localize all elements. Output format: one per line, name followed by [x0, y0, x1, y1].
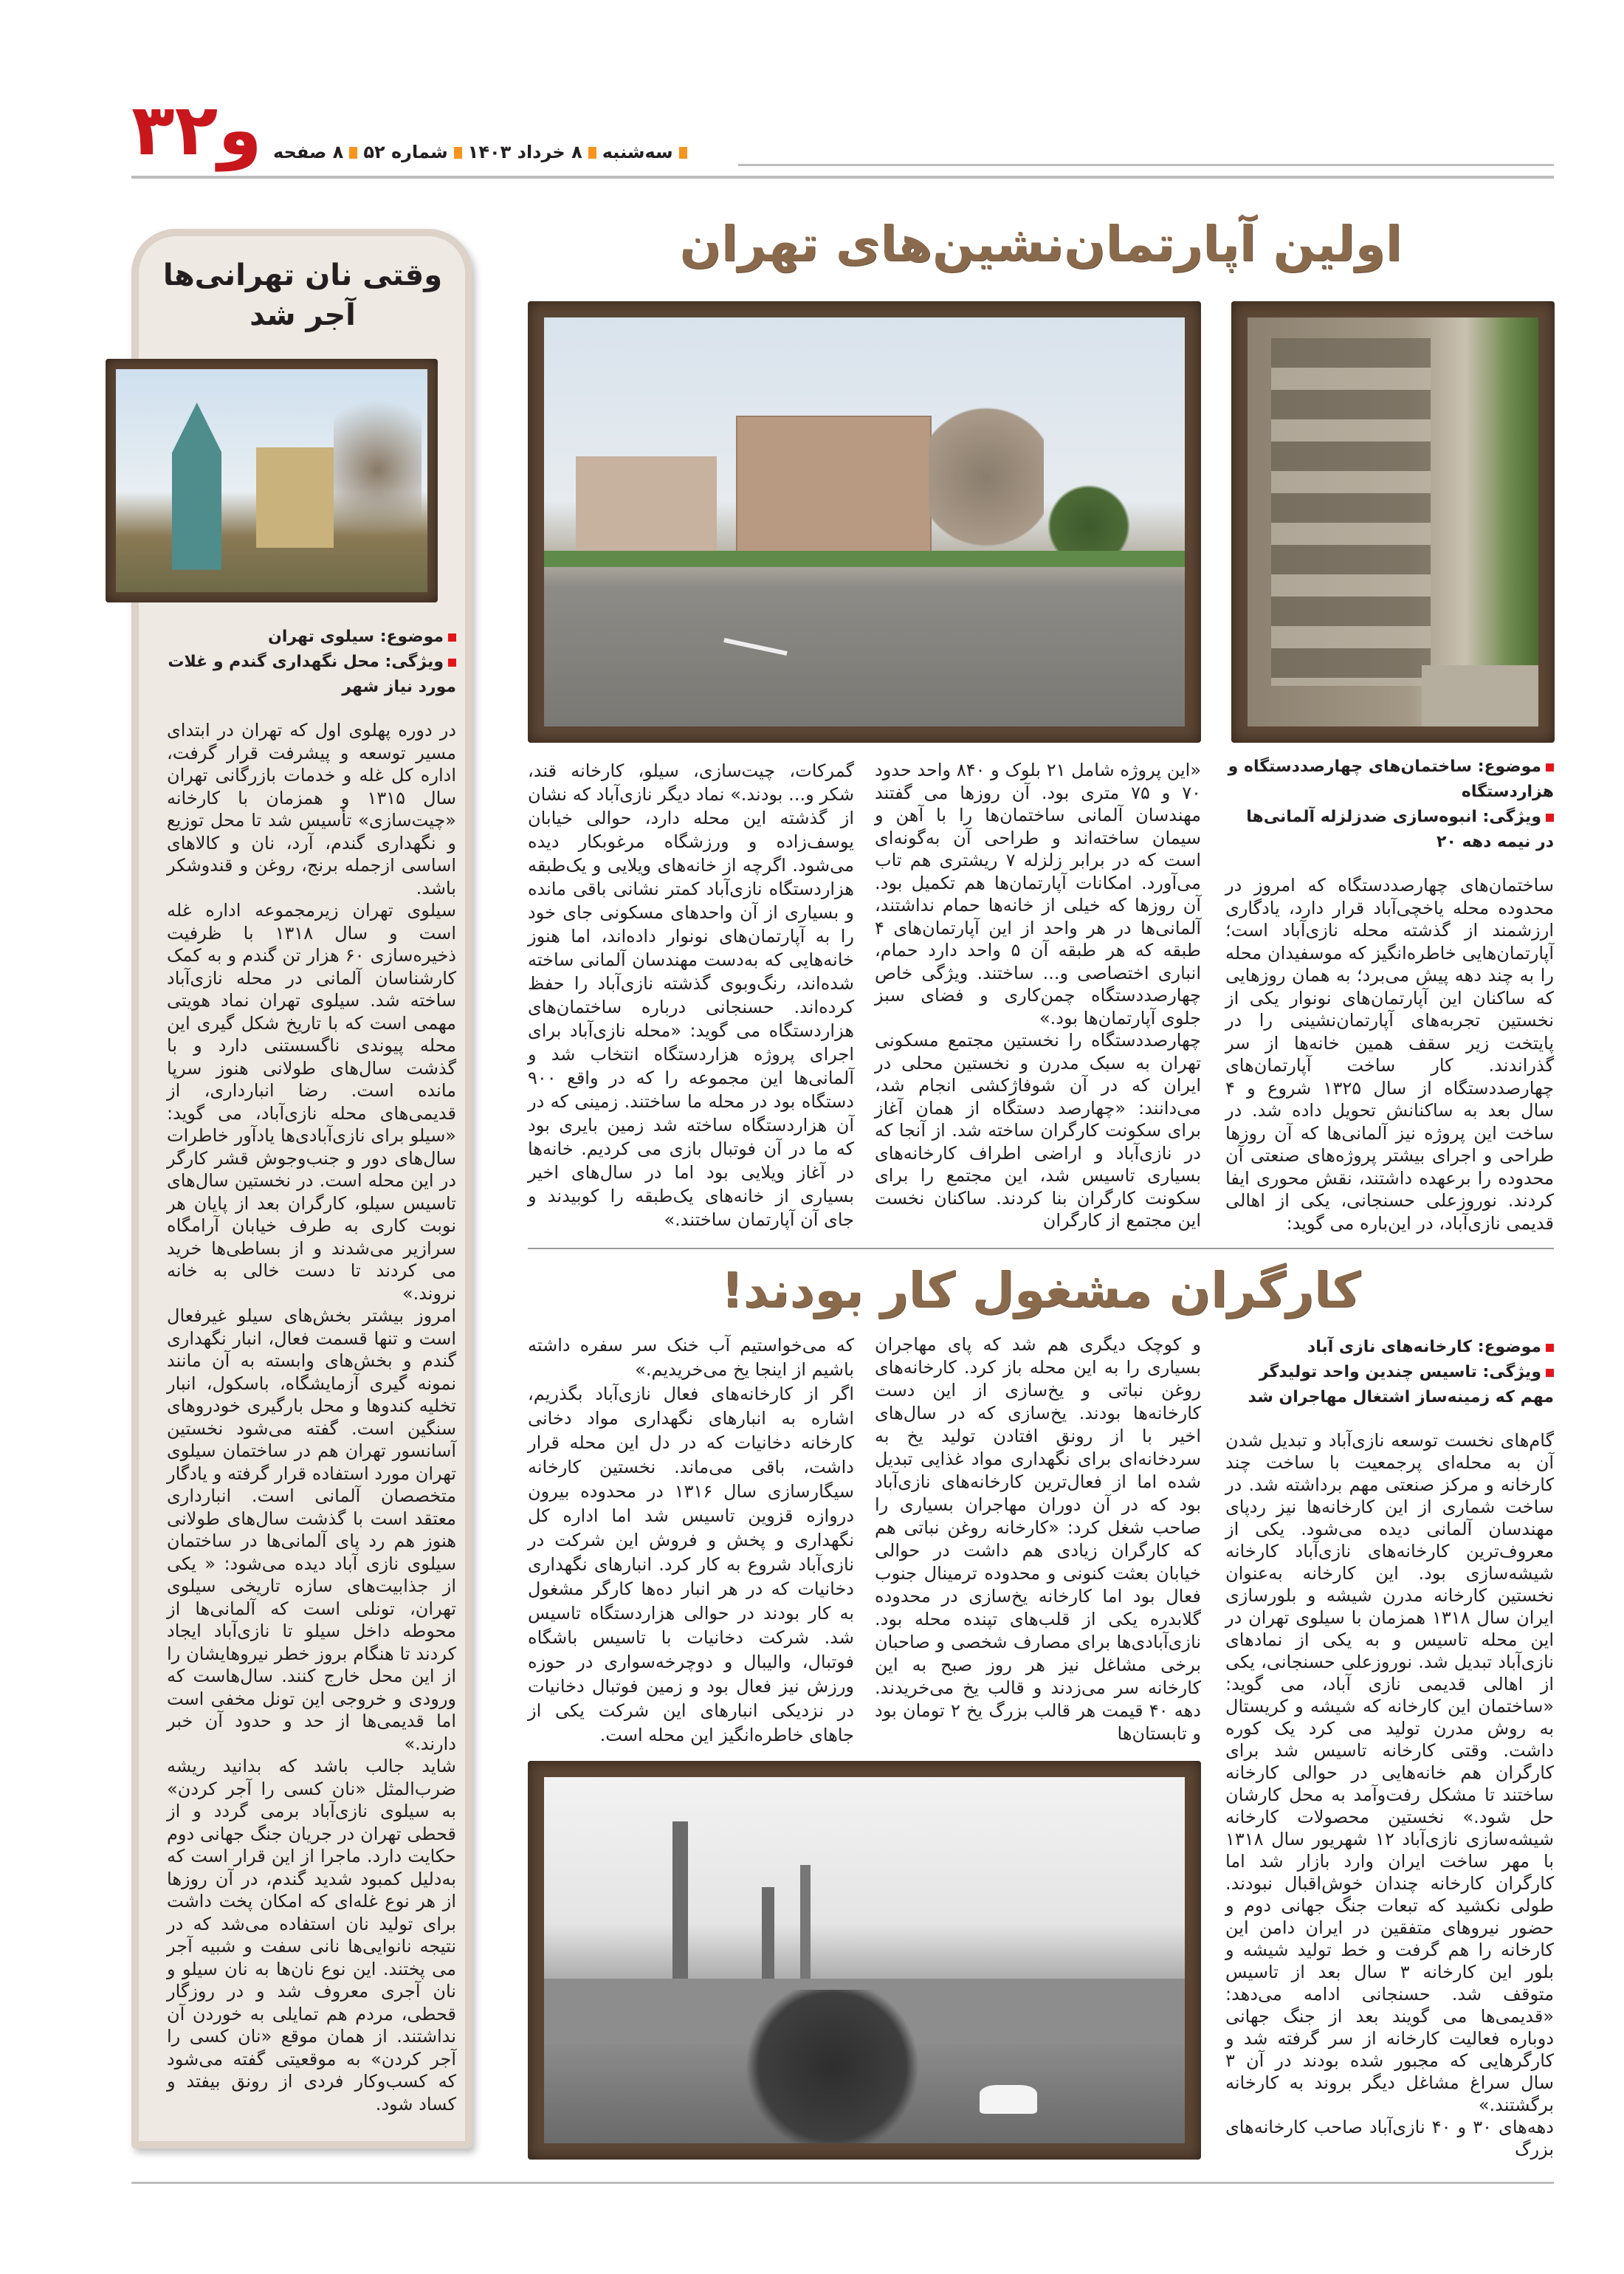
balconies: [1271, 338, 1431, 686]
footer-rule: [131, 2182, 1554, 2184]
paragraph: اگر از کارخانه‌های فعال نازی‌آباد بگذریم، اشاره به انبارهای نگهداری مواد دخانی کارخانه دخانیات که در دل این محله قرار داشت، باقی می‌ماند. نخستین کارخانه سیگارسازی سال ۱۳۱۶ در محدوده بیرون دروازه قزوین تاسیس شد اما اداره کل نگهداری و پخش و فروش این شرکت در نازی‌آباد شروع به کار کرد. انبارهای نگهداری دخانیات که در هر انبار ده‌ها کارگر مشغول به کار بودند در حوالی هزاردستگاه تاسیس شد. شرکت دخانیات با تاسیس باشگاه فوتبال، والیبال و دوچرخه‌سواری در حوزه ورزش نیز فعال بود و زمین فوتبال دخانیات در نزدیکی انبارهای این شرکت یکی از جاهای خاطره‌انگیز این محله است.: [528, 1384, 855, 1745]
article2-column-3: [528, 1333, 854, 1748]
paragraph: و کوچک دیگری هم شد که پای مهاجران بسیاری را به این محله باز کرد. کارخانه‌های روغن نباتی و یخ‌سازی از این دست کارخانه‌ها بودند. یخ‌سازی که در سال‌های اخیر با از رونق افتادن تولید یخ به سردخانه‌ای برای نگهداری مواد غذایی تبدیل شده اما از فعال‌ترین کارخانه‌های نازی‌آباد بود که در آن دوران مهاجران بسیاری را صاحب شغل کرد: «کارخانه روغن نباتی هم که کارگران زیادی هم داشت در حوالی خیابان بعثت کنونی و محدوده ترمینال جنوب فعال بود اما کارخانه یخ‌سازی در محدوده گلابدره یکی از قلب‌های تپنده محله بود. نازی‌آبادی‌ها برای مصارف شخصی و صاحبان برخی مشاغل نیز هر روز صبح به این کارخانه سر می‌زدند و قالب یخ می‌خریدند. دهه ۴۰ قیمت هر قالب بزرگ یخ ۲ تومان بود و تابستان‌ها: [875, 1334, 1201, 1744]
paragraph: امروز بیشتر بخش‌های سیلو غیرفعال است و تنها قسمت فعال، انبار نگهداری گندم و بخش‌های وابسته به آن مانند نمونه گیری آزمایشگاه، باسکول، انبار تخلیه کندوها و محل بارگیری خودروهای سنگین است. گفته می‌شود نخستین آسانسور تهران هم در ساختمان سیلوی تهران مورد استفاده قرار گرفته و یادگار متخصصان آلمانی است. انبارداری معتقد است با گذشت سال‌های طولانی هنوز هم رد پای آلمانی‌ها در ساختمان سیلوی نازی آباد دیده می‌شود: « یکی از جذابیت‌های سازه تاریخی سیلوی تهران، تونلی است که آلمانی‌ها از محوطه داخل سیلو تا نازی‌آباد ایجاد کردند تا هنگام بروز خطر نیروهایشان را از این محل خارج کنند. سال‌هاست که ورودی و خروجی این تونل مخفی است اما قدیمی‌ها از حد و حدود آن خبر دارند.»: [167, 1305, 456, 1754]
red-bullet-icon: [1546, 1369, 1554, 1377]
old-building-photo: [1231, 301, 1555, 743]
sidebar-title: وقتی نان تهرانی‌ها آجر شد: [162, 258, 443, 332]
article1-column-3: [528, 759, 854, 1232]
tree: [334, 380, 421, 559]
tree: [736, 1990, 928, 2143]
article2-meta: [1225, 1335, 1554, 1410]
sidebar-content: [167, 625, 456, 2115]
factory-photo: [528, 1761, 1201, 2160]
paragraph: گمرکات، چیت‌سازی، سیلو، کارخانه قند، شکر و... بودند.» نماد دیگر نازی‌آباد که نشان از گذشته این محله دارد، حوالی خیابان یوسف‌زاده و ورزشگاه مرغوبکار دیده می‌شود. اگرچه از خانه‌های ویلایی و یک‌طبقه هزاردستگاه نازی‌آباد کمتر نشانی باقی مانده و بسیاری از آن واحدهای مسکونی جای خود را به آپارتمان‌های نونوار داده‌اند، اما هنوز خانه‌هایی که به‌دست مهندسان آلمانی ساخته شده‌اند، رنگ‌وبوی گذشته نازی‌آباد را حفظ کرده‌اند. حسنجانی درباره ساختمان‌های هزاردستگاه می گوید: «محله نازی‌آباد برای اجرای پروژه هزاردستگاه انتخاب شد و آلمانی‌ها این مجموعه را که در واقع ۹۰۰ دستگاه بود در محله ما ساختند. زمینی که در آن هزاردستگاه ساخته شد زمین بایری بود که ما در آن فوتبال بازی می کردیم. خانه‌ها در آغاز ویلایی بود اما در سال‌های اخیر بسیاری از خانه‌های یک‌طبقه را کوبیدند و جای آن آپارتمان ساختند.»: [528, 760, 854, 1230]
header-rule-short: [738, 164, 1554, 166]
paragraph: ساختمان‌های چهارصددستگاه که امروز در محدوده محله یاخچی‌آباد قرار دارد، یادگاری ارزشمند از گذشته محله نازی‌آباد است؛ آپارتمان‌هایی خاطره‌انگیز که موسفیدان محله را به چند دهه پیش می‌برد؛ به همان روزهایی که ساکنان این آپارتمان‌های نونوار یکی از نخستین تجربه‌های آپارتمان‌نشینی را در پایتخت زیر سقف همین خانه‌ها از سر گذراندند. کار ساخت آپارتمان‌های چهارصددستگاه از سال ۱۳۲۵ شروع و ۴ سال بعد به ساکنانش تحویل داده شد. در ساخت این پروژه نیز آلمانی‌ها که آن روزها طراحی و اجرای بیشتر پروژه‌های صنعتی آن محدوده را برعهده داشتند، نقش محوری ایفا کردند. نوروزعلی حسنجانی، یکی از اهالی قدیمی نازی‌آباد، در این‌باره می گوید:: [1225, 875, 1554, 1234]
apartment-building: [576, 456, 717, 554]
sidebar-body: [167, 719, 456, 2115]
orange-marker-icon: [679, 147, 687, 159]
issue-number: شماره ۵۲: [363, 142, 448, 162]
page-number: ۳و۲: [131, 89, 262, 171]
orange-marker-icon: [588, 147, 596, 159]
article2-subject: موضوع: کارخانه‌های نازی آباد: [1225, 1335, 1554, 1360]
red-bullet-icon: [448, 659, 456, 667]
road-marking: [723, 638, 787, 655]
sidebar-feature: ویژگی: محل نگهداری گندم و غلات مورد نیاز شهر: [168, 653, 456, 696]
red-bullet-icon: [1546, 814, 1554, 822]
street-photo: [528, 301, 1201, 743]
silo-photo: [106, 359, 438, 602]
car: [980, 2085, 1037, 2115]
article2-headline: کارگران مشغول کار بودند!: [720, 1262, 1361, 1319]
chimney: [672, 1821, 689, 2005]
paragraph: دهه‌های ۳۰ و ۴۰ نازی‌آباد صاحب کارخانه‌های بزرگ: [1225, 2117, 1554, 2160]
orange-marker-icon: [454, 147, 462, 159]
issue-date: ۸ خرداد ۱۴۰۳: [467, 142, 582, 162]
article1-column-1: [1225, 874, 1554, 1234]
apartment-building: [736, 416, 931, 557]
median-grass: [544, 551, 1185, 567]
windmill-tower: [172, 402, 222, 570]
article1-column-1-block: [1225, 755, 1554, 1234]
red-bullet-icon: [448, 633, 456, 642]
article2-column-2: [875, 1333, 1201, 1745]
header-rule: [131, 176, 1554, 179]
article1-headline: اولین آپارتمان‌نشین‌های تهران: [679, 216, 1403, 272]
red-bullet-icon: [1546, 763, 1554, 772]
article1-subject: موضوع: ساختمان‌های چهارصددستگاه و هزاردستگاه: [1228, 758, 1554, 801]
paragraph: گام‌های نخست توسعه نازی‌آباد و تبدیل شدن آن به محله‌ای پرجمعیت با ساخت چند کارخانه و مرکز صنعتی مهم برداشته شد. در ساخت شماری از این کارخانه‌ها نیز ردپای مهندسان آلمانی دیده می‌شود. یکی از معروف‌ترین کارخانه‌های نازی‌آباد کارخانه شیشه‌سازی بود. این کارخانه به‌عنوان نخستین کارخانه مدرن شیشه و بلورسازی ایران سال ۱۳۱۸ همزمان با سیلوی تهران در این محله تاسیس و به یکی از نمادهای نازی‌آباد تبدیل شد. نوروزعلی حسنجانی، یکی از اهالی قدیمی نازی آباد، می گوید: «ساختمان این کارخانه که شیشه و کریستال به روش مدرن تولید می کرد یک کوره داشت. وقتی کارخانه تاسیس شد برای کارگران هم خانه‌هایی در حوالی کارخانه ساختند تا مشکل رفت‌وآمد به محل کارشان حل شود.» نخستین محصولات کارخانه شیشه‌سازی نازی‌آباد ۱۲ شهریور سال ۱۳۱۸ با مهر ساخت ایران وارد بازار شد اما کارگران کارخانه چندان خوش‌اقبال نبودند. طولی نکشید که تبعات جنگ جهانی دوم و حضور نیروهای متفقین در ایران دامن این کارخانه را هم گرفت و خط تولید شیشه و بلور این کارخانه ۳ سال بعد از تاسیس متوقف شد. حسنجانی ادامه می‌دهد: «قدیمی‌ها می گویند بعد از جنگ جهانی دوباره فعالیت کارخانه از سر گرفته شد و کارگرهایی که مجبور شده بودند در آن ۳ سال سراغ مشاغل دیگر بروند به کارخانه برگشتند.»: [1225, 1430, 1554, 2115]
tree: [929, 399, 1044, 555]
issue-day: سه‌شنبه: [602, 142, 673, 162]
article2-column-1-block: [1225, 1335, 1554, 2160]
section-divider: [528, 1248, 1554, 1249]
paragraph: چهارصددستگاه را نخستین مجتمع مسکونی تهران به سبک مدرن و نخستین محلی در ایران که در آن شوفاژکشی انجام شد، می‌دانند: «چهارصد دستگاه از همان آغاز برای سکونت کارگران ساخته شد. از آنجا که در نازی‌آباد و اراضی اطراف کارخانه‌های بسیاری تاسیس شد، این مجتمع را برای سکونت کارگران بنا کردند. ساکنان نخست این مجتمع از کارگران: [875, 1030, 1201, 1231]
sidebar-subject: موضوع: سیلوی تهران: [167, 625, 456, 650]
paragraph: «این پروژه شامل ۲۱ بلوک و ۸۴۰ واحد حدود ۷۰ و ۷۵ متری بود. آن روزها می گفتند مهندسان آلمانی ساختمان‌ها را با آهن و سیمان ساخته‌اند و طراحی آن به‌گونه‌ای است که در برابر زلزله ۷ ریشتری هم تاب می‌آورد. امکانات آپارتمان‌ها هم تکمیل بود. آن روزها که خیلی از خانه‌ها حمام نداشتند، آلمانی‌ها در هر واحد از این آپارتمان‌های ۴ طبقه که هر طبقه آن ۵ واحد دارد حمام، انباری اختصاصی و... ساختند. ویژگی خاص چهارصددستگاه چمن‌کاری و فضای سبز جلوی آپارتمان‌ها بود.»: [875, 760, 1201, 1028]
article2-column-1: [1225, 1429, 1554, 2160]
red-bullet-icon: [1546, 1344, 1554, 1352]
article1-meta: [1225, 755, 1554, 855]
paragraph: در دوره پهلوی اول که تهران در ابتدای مسیر توسعه و پیشرفت قرار گرفت، اداره کل غله و خدمات بازرگانی تهران سال ۱۳۱۵ و همزمان با کارخانه «چیت‌سازی» تأسیس شد تا محل توزیع و نگهداری گندم، آرد، نان و کالاهای اساسی ازجمله برنج، روغن و قندوشکر باشد.: [167, 720, 457, 899]
paragraph: سیلوی تهران زیرمجموعه اداره غله است و سال ۱۳۱۸ با ظرفیت ذخیره‌سازی ۶۰ هزار تن گندم و به کمک کارشناسان آلمانی در محله نازی‌آباد ساخته شد. سیلوی تهران نماد هویتی مهمی است که با تاریخ شکل گیری این محله پیوندی ناگسستنی دارد و با گذشت سال‌های طولانی هنوز سرپا مانده است. رضا انبارداری، از قدیمی‌های محله نازی‌آباد، می گوید: «سیلو برای نازی‌آبادی‌ها یادآور خاطرات سال‌های دور و جنب‌وجوش قشر کارگر در این محله است. در نخستین سال‌های تاسیس سیلو، کارگران بعد از پایان هر نوبت کاری به طرف خیابان آرامگاه سرازیر می‌شدند و از بساطی‌ها خرید می کردند تا دست خالی به خانه نروند.»: [167, 900, 456, 1304]
issue-info: [273, 142, 693, 162]
silo-building: [256, 447, 334, 548]
sidebar-meta: [167, 625, 456, 700]
sidewalk: [1422, 665, 1538, 726]
issue-pages: ۸ صفحه: [273, 142, 344, 162]
paragraph: شاید جالب باشد که بدانید ریشه ضرب‌المثل «نان کسی را آجر کردن» به سیلوی نازی‌آباد برمی گردد و از قحطی تهران در جریان جنگ جهانی دوم حکایت دارد. ماجرا از این قرار است که به‌دلیل کمبود شدید گندم، در آن روزها از هر نوع غله‌ای که امکان پخت داشت برای تولید نان استفاده می‌شد که در نتیجه نانوایی‌ها نانی سفت و شبیه آجر می پختند. این نوع نان‌ها به نان سیلو و نان آجری معروف شد و در روزگار قحطی، مردم هم تمایلی به خوردن آن نداشتند. از همان موقع «نان کسی را آجر کردن» به موقعیتی گفته می‌شود که کسب‌وکار فردی از رونق بیفتد و کساد شود.: [167, 1756, 456, 2115]
article1-feature: ویژگی: انبوه‌سازی ضدزلزله آلمانی‌ها در نیمه دهه ۲۰: [1246, 808, 1554, 851]
article1-column-2: [875, 759, 1201, 1232]
paragraph: که می‌خواستیم آب خنک سر سفره داشته باشیم از اینجا یخ می‌خریدیم.»: [528, 1335, 854, 1380]
article2-feature: ویژگی: تاسیس چندین واحد تولیدگر مهم که زمینه‌ساز اشتغال مهاجران شد: [1248, 1363, 1554, 1406]
orange-marker-icon: [349, 147, 357, 159]
